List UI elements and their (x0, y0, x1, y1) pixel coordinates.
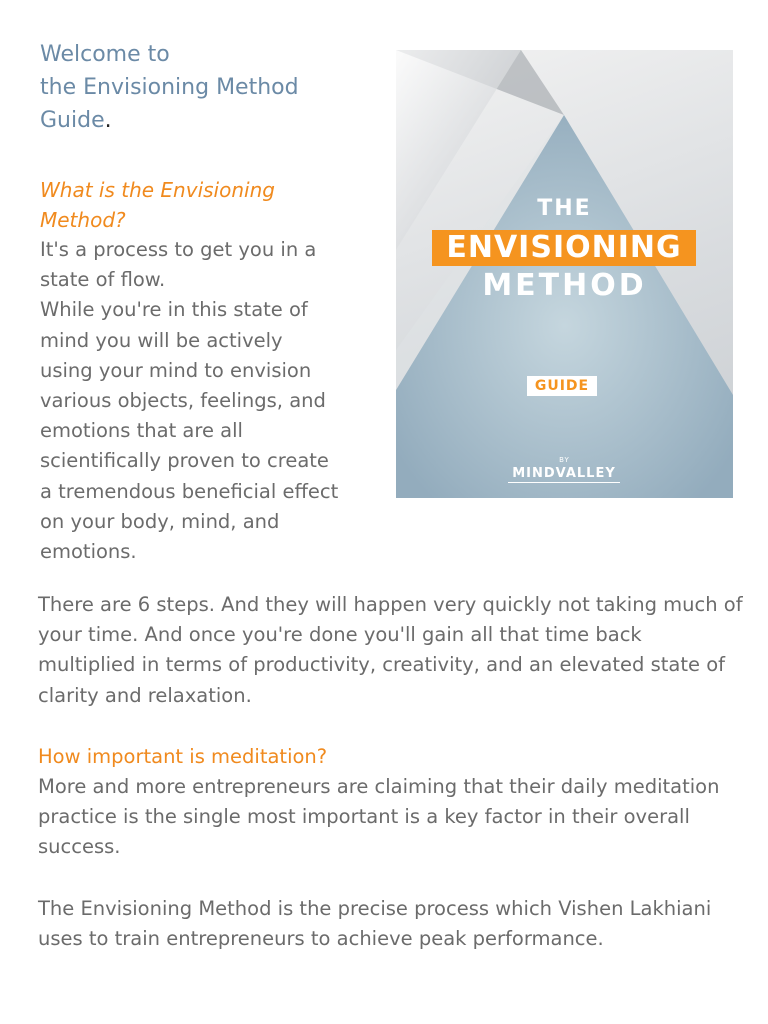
question-meditation: How important is meditation? (38, 745, 328, 768)
meditation-paragraph: More and more entrepreneurs are claiming that their daily meditation practice is the single most important is a key factor in their overall success. (38, 775, 720, 859)
cover-by-text: BY (559, 456, 570, 464)
steps-paragraph: There are 6 steps. And they will happen very quickly not taking much of your time. And once you're done you'll gain all that time back multiplied in terms of productivity, creativity, and an elevated state of clarity and relaxation. (38, 593, 743, 707)
cover-brand-logo: MINDVALLEY (508, 466, 620, 483)
book-cover-image (396, 50, 733, 498)
intro-column (40, 175, 340, 567)
title-line-2: the Envisioning Method (40, 75, 299, 100)
question-what-is: What is the Envisioning Method? (40, 178, 275, 232)
title-period: . (104, 108, 112, 133)
page-title (40, 38, 370, 137)
title-line-3: Guide (40, 108, 105, 133)
cover-the-text: THE (537, 196, 592, 221)
cover-envisioning-banner: ENVISIONING (432, 230, 696, 266)
cover-method-text: METHOD (482, 268, 647, 303)
intro-paragraph-1: It's a process to get you in a state of flow. (40, 238, 317, 292)
title-line-1: Welcome to (40, 42, 170, 67)
closing-paragraph: The Envisioning Method is the precise process which Vishen Lakhiani uses to train entrepreneurs to achieve peak performance. (38, 897, 712, 951)
cover-guide-label: GUIDE (527, 376, 597, 396)
intro-paragraph-2: While you're in this state of mind you will be actively using your mind to envision various objects, feelings, and emotions that are all scientifically proven to create a tremendous beneficial effect on your body, mind, and emotions. (40, 298, 339, 564)
